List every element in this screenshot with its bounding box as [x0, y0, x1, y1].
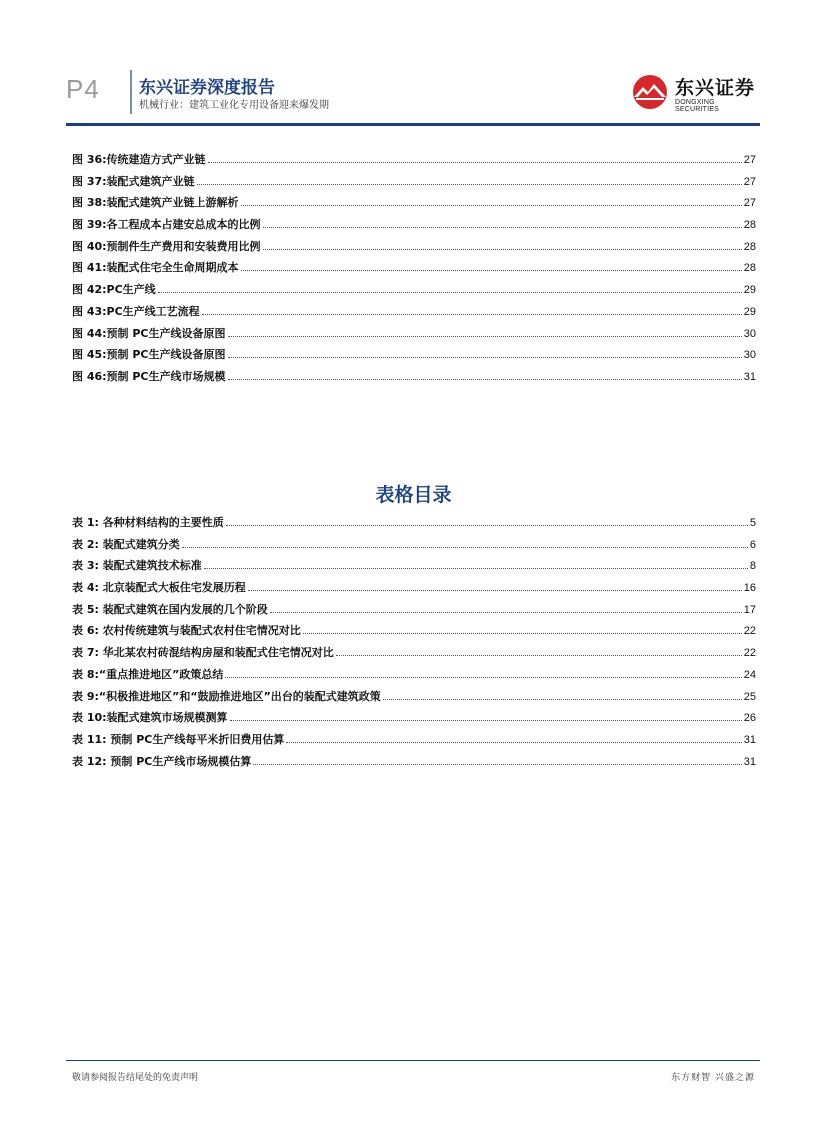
table-toc-entry-label: 表 9:“积极推进地区”和“鼓励推进地区”出台的装配式建筑政策 [72, 689, 381, 703]
dot-leader [202, 312, 742, 315]
tables-section-title: 表格目录 [375, 484, 452, 506]
table-toc-entry-page-number: 6 [749, 538, 756, 551]
table-toc-entry-page-number: 17 [743, 603, 756, 616]
dongxing-logo-icon [630, 73, 670, 111]
table-toc-entry-label: 表 8:“重点推进地区”政策总结 [72, 667, 224, 681]
table-toc-entry-page-number: 8 [749, 560, 756, 573]
logo-text-cn: 东兴证券 [675, 77, 756, 99]
figure-toc-entry[interactable] [72, 303, 756, 325]
figure-toc-entry-page-number: 30 [743, 349, 756, 362]
table-toc-entry[interactable] [72, 709, 756, 731]
table-toc-entry-label: 表 3: 装配式建筑技术标准 [72, 559, 202, 573]
report-title: 东兴证券深度报告 [139, 78, 275, 98]
figure-toc-entry-page-number: 27 [743, 197, 756, 210]
report-subtitle: 机械行业：建筑工业化专用设备迎来爆发期 [139, 100, 329, 111]
figure-toc-entry[interactable] [72, 173, 756, 195]
footer-slogan: 东方财智 兴盛之源 [671, 1073, 755, 1083]
table-toc-entry-label: 表 10:装配式建筑市场规模测算 [72, 711, 228, 725]
table-toc-entry[interactable] [72, 753, 756, 775]
dot-leader [270, 610, 742, 613]
table-toc-entry-page-number: 31 [743, 733, 756, 746]
figure-toc-entry-page-number: 30 [743, 327, 756, 340]
figure-toc-entry-label: 图 43:PC生产线工艺流程 [72, 304, 200, 318]
table-toc-entry-page-number: 24 [743, 668, 756, 681]
dot-leader [253, 761, 741, 764]
figure-toc-entry-page-number: 29 [743, 305, 756, 318]
header-rule [66, 123, 760, 126]
table-toc-entry-label: 表 5: 装配式建筑在国内发展的几个阶段 [72, 602, 268, 616]
dot-leader [248, 588, 742, 591]
table-toc-entry-label: 表 1: 各种材料结构的主要性质 [72, 516, 224, 529]
dot-leader [241, 268, 742, 271]
table-toc-entry[interactable] [72, 514, 756, 536]
dot-leader [182, 545, 748, 548]
table-toc-entry[interactable] [72, 601, 756, 623]
company-logo [630, 70, 760, 114]
figure-toc-entry[interactable] [72, 194, 756, 216]
figure-toc-entry-label: 图 44:预制 PC生产线设备原图 [72, 326, 226, 340]
figure-toc-entry-label: 图 46:预制 PC生产线市场规模 [72, 369, 226, 383]
table-toc-entry[interactable] [72, 536, 756, 558]
figure-toc-entry[interactable] [72, 325, 756, 347]
dot-leader [204, 566, 748, 569]
header-divider [130, 70, 132, 114]
table-toc-entry-page-number: 26 [743, 712, 756, 725]
dot-leader [197, 182, 742, 185]
figure-toc-entry[interactable] [72, 368, 756, 390]
table-toc-entry-label: 表 4: 北京装配式大板住宅发展历程 [72, 581, 246, 595]
table-toc-entry-page-number: 22 [743, 625, 756, 638]
table-toc-entry-label: 表 6: 农村传统建筑与装配式农村住宅情况对比 [72, 624, 301, 638]
figure-toc-entry[interactable] [72, 259, 756, 281]
table-toc-entry-label: 表 11: 预制 PC生产线每平米折旧费用估算 [72, 732, 285, 746]
dot-leader [263, 247, 742, 250]
dot-leader [225, 675, 741, 678]
dot-leader [230, 718, 742, 721]
table-toc-entry[interactable] [72, 731, 756, 753]
page-number: P4 [66, 74, 100, 104]
table-toc-entry[interactable] [72, 688, 756, 710]
figure-toc-entry-page-number: 29 [743, 284, 756, 297]
figure-toc-entry-page-number: 28 [743, 262, 756, 275]
dot-leader [208, 160, 742, 163]
figure-toc-entry-label: 图 38:装配式建筑产业链上游解析 [72, 196, 239, 210]
table-toc-entry[interactable] [72, 644, 756, 666]
figure-toc-entry[interactable] [72, 151, 756, 173]
table-toc-entry-label: 表 7: 华北某农村砖混结构房屋和装配式住宅情况对比 [72, 646, 334, 660]
figure-toc-entry[interactable] [72, 281, 756, 303]
table-toc-entry-page-number: 16 [743, 582, 756, 595]
figure-toc-entry-label: 图 36:传统建造方式产业链 [72, 153, 206, 166]
figure-toc-entry-page-number: 27 [743, 154, 756, 166]
figure-toc-entry-label: 图 39:各工程成本占建安总成本的比例 [72, 218, 261, 232]
dot-leader [383, 696, 742, 699]
figure-toc-entry-page-number: 31 [743, 370, 756, 383]
figure-toc-entry-label: 图 41:装配式住宅全生命周期成本 [72, 261, 239, 275]
figure-toc-entry-label: 图 42:PC生产线 [72, 283, 156, 297]
table-toc-entry-page-number: 5 [749, 517, 756, 529]
figure-toc-entry-label: 图 45:预制 PC生产线设备原图 [72, 348, 226, 362]
footer-rule [66, 1060, 760, 1061]
table-toc-entry-label: 表 12: 预制 PC生产线市场规模估算 [72, 754, 252, 768]
dot-leader [228, 333, 742, 336]
dot-leader [303, 631, 742, 634]
figure-toc-entry[interactable] [72, 238, 756, 260]
table-toc-entry-page-number: 31 [743, 755, 756, 768]
dot-leader [336, 653, 742, 656]
table-toc-entry[interactable] [72, 557, 756, 579]
figure-toc-entry-page-number: 28 [743, 240, 756, 253]
table-toc-entry-page-number: 25 [743, 690, 756, 703]
dot-leader [241, 203, 742, 206]
figure-toc-entry[interactable] [72, 346, 756, 368]
dot-leader [158, 290, 742, 293]
figure-toc-entry-page-number: 27 [743, 175, 756, 188]
table-toc-entry-label: 表 2: 装配式建筑分类 [72, 537, 180, 551]
dot-leader [226, 523, 748, 526]
table-list [72, 514, 756, 774]
figure-toc-entry-page-number: 28 [743, 219, 756, 232]
table-toc-entry[interactable] [72, 666, 756, 688]
table-toc-entry[interactable] [72, 579, 756, 601]
figure-toc-entry[interactable] [72, 216, 756, 238]
dot-leader [228, 377, 742, 380]
logo-text-en: DONGXING SECURITIES [675, 99, 720, 113]
footer-disclaimer: 敬请参阅报告结尾处的免责声明 [72, 1073, 199, 1083]
dot-leader [228, 355, 742, 358]
table-toc-entry[interactable] [72, 622, 756, 644]
dot-leader [263, 225, 742, 228]
figure-toc-entry-label: 图 40:预制件生产费用和安装费用比例 [72, 239, 261, 253]
dot-leader [286, 740, 741, 743]
figure-list [72, 151, 756, 390]
table-toc-entry-page-number: 22 [743, 647, 756, 660]
figure-toc-entry-label: 图 37:装配式建筑产业链 [72, 174, 195, 188]
